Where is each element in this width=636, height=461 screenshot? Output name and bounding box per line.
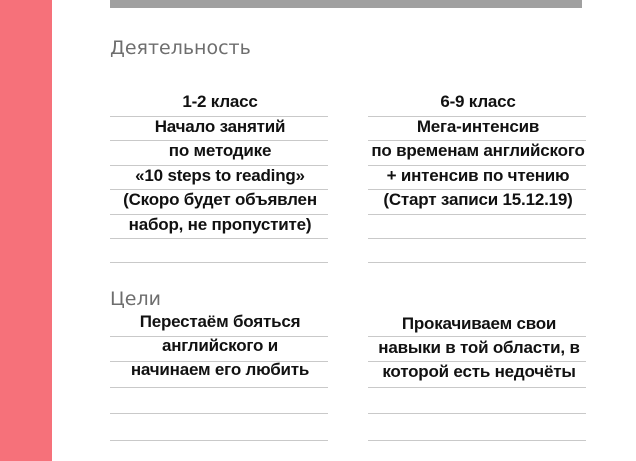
text-line: (Скоро будет объявлен	[123, 190, 317, 209]
ruled-line	[368, 387, 586, 388]
goals-left-text	[100, 310, 340, 382]
text-line: навыки в той области, в	[378, 338, 580, 357]
ruled-line	[110, 238, 328, 239]
ruled-line	[368, 238, 586, 239]
text-line: начинаем его любить	[130, 360, 310, 379]
text-line: 6-9 класс	[440, 92, 516, 111]
text-line: английского и	[161, 336, 279, 355]
text-line: Начало занятий	[154, 116, 286, 136]
text-line: по временам английского	[371, 141, 585, 160]
ruled-line	[368, 440, 586, 441]
top-divider-bar	[110, 0, 582, 8]
ruled-line	[368, 214, 586, 215]
ruled-line	[110, 413, 328, 414]
ruled-line	[110, 387, 328, 388]
activity-left-text	[100, 90, 340, 237]
activity-heading: Деятельность	[110, 37, 251, 59]
ruled-line	[110, 440, 328, 441]
side-color-strip	[0, 0, 52, 461]
text-line: Прокачиваем свои	[401, 314, 557, 333]
text-line: набор, не пропустите)	[128, 214, 312, 234]
ruled-line	[110, 262, 328, 263]
goals-right-text	[356, 312, 602, 384]
goals-heading: Цели	[110, 288, 161, 310]
text-line: + интенсив по чтению	[386, 165, 570, 185]
ruled-line	[368, 262, 586, 263]
activity-right-text	[346, 90, 610, 213]
text-line: (Старт записи 15.12.19)	[383, 190, 573, 209]
text-line: которой есть недочёты	[382, 362, 576, 381]
text-line: Перестаём бояться	[139, 312, 301, 331]
text-line: Мега-интенсив	[416, 116, 540, 136]
text-line: по методике	[168, 141, 272, 160]
text-line: «10 steps to reading»	[135, 165, 305, 185]
text-line: 1-2 класс	[182, 92, 258, 111]
ruled-line	[368, 413, 586, 414]
